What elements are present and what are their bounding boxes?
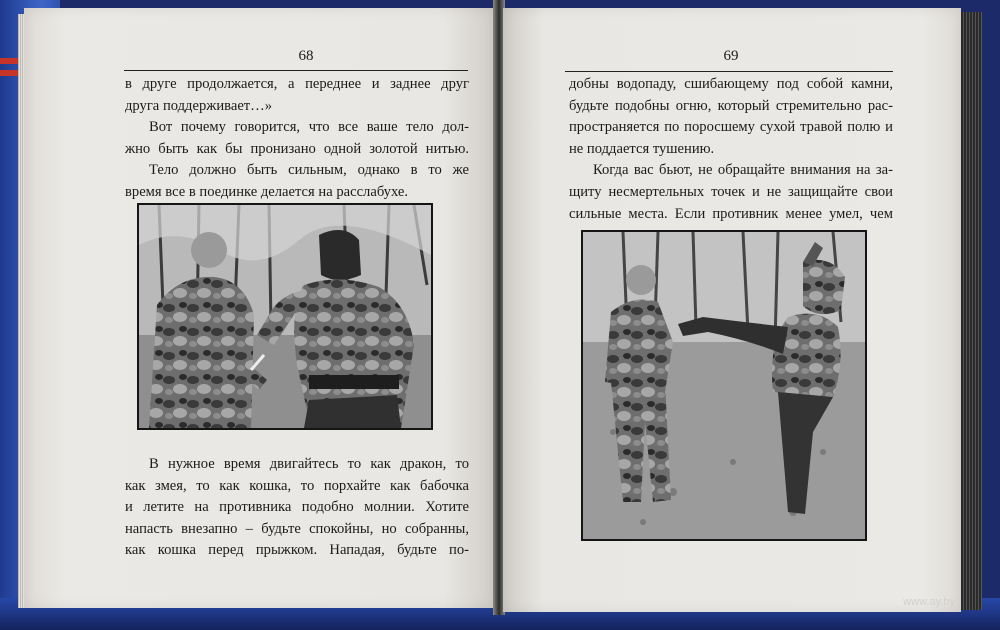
text-line: Когда вас бьют, не обращайте внимания на за- [593, 162, 893, 179]
text-line: сильные места. Если противник менее умел, чем [569, 205, 893, 222]
text-block-bottom [125, 454, 469, 562]
text-line: не поддается тушению. [569, 140, 715, 157]
text-line: В нужное время двигайтесь то как дракон, то [149, 456, 469, 472]
text-line: щиту несмертельных точек и не защищайте свои [569, 183, 893, 200]
text-line: время все в поединке делается на расслабухе. [125, 183, 409, 200]
text-line: жно быть как бы пронизано одной золотой нитью. [125, 140, 469, 157]
text-block [569, 74, 893, 225]
text-line: и летите на противника подобно молнии. Хотите [125, 499, 469, 516]
text-block-top [125, 74, 469, 204]
text-line: добны водопаду, сшибающему под собой камни, [569, 76, 893, 92]
page-number: 69 [723, 48, 739, 64]
watermark: www.ay.by [903, 596, 955, 608]
photo-illustration [583, 232, 865, 539]
left-page [24, 8, 496, 608]
page-edges-right [958, 12, 982, 610]
right-page [503, 8, 961, 612]
text-line: как кошка перед прыжком. Нападая, будьте по- [125, 542, 469, 559]
photo-kick-defense [581, 230, 867, 541]
text-line: Тело должно быть сильным, однако в то же [149, 162, 469, 179]
text-line: пространяется по поросшему сухой травой полю и [569, 119, 893, 136]
text-line: Вот почему говорится, что все ваше тело дол- [149, 119, 469, 136]
text-line: напасть внезапно – будьте спокойны, но собранны, [125, 520, 469, 537]
text-line: будьте подобны огню, который стремительно рас- [569, 97, 893, 114]
text-line: в друге продолжается, а переднее и заднее друг [125, 76, 469, 92]
text-line: друга поддерживает…» [125, 97, 273, 114]
photo-knife-defense [137, 203, 433, 430]
photo-illustration [139, 205, 431, 428]
header-rule [565, 71, 893, 72]
text-line: как змея, то как кошка, то порхайте как бабочка [125, 477, 469, 494]
header-rule [124, 70, 468, 71]
page-number: 68 [298, 48, 314, 64]
